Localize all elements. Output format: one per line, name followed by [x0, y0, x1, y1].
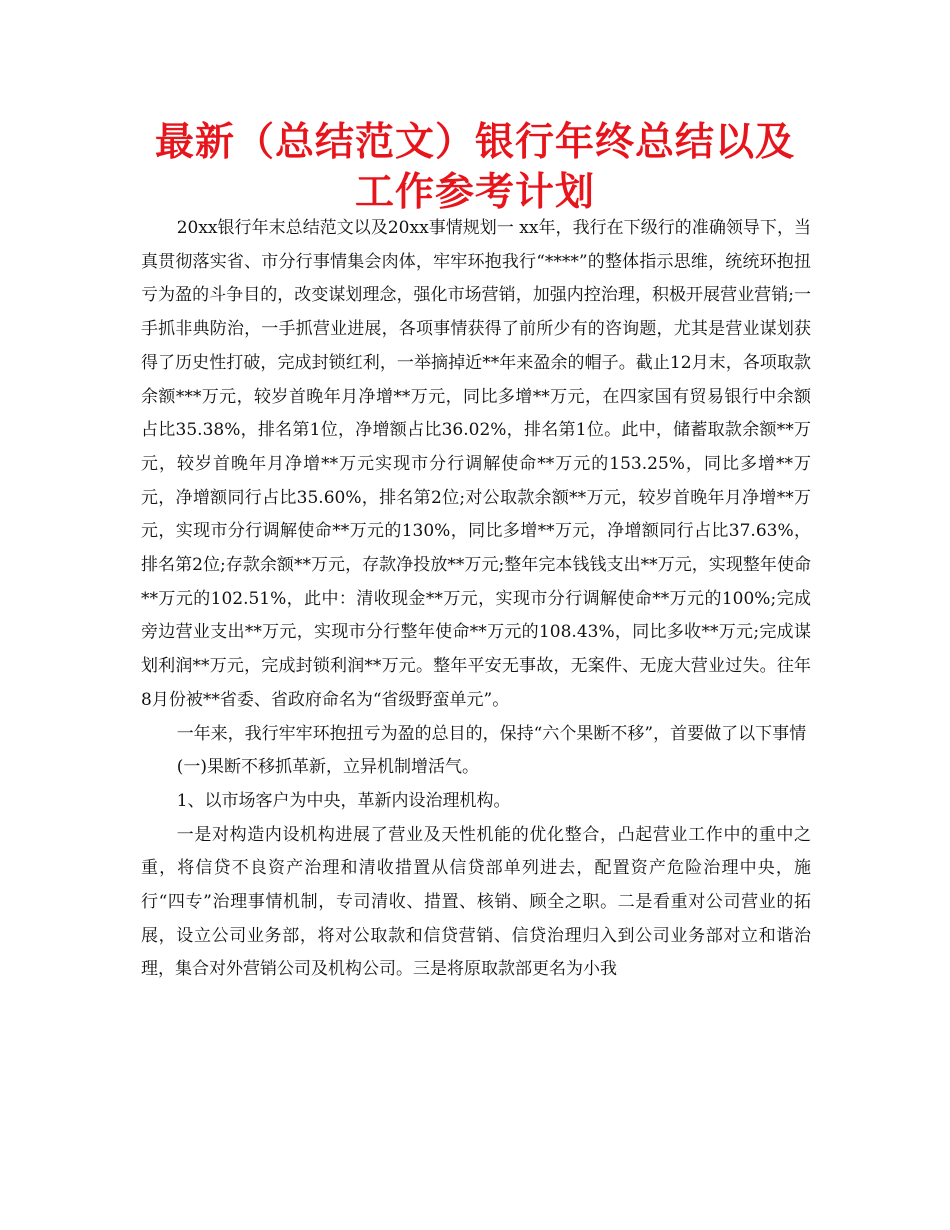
paragraph: 1、以市场客户为中央，革新内设治理机构。 — [176, 790, 511, 811]
paragraph: 一年来，我行牢牢环抱扭亏为盈的总目的，保持“六个果断不移”，首要做了以下事情 — [176, 723, 807, 744]
paragraph: (一)果断不移抓革新，立异机制增活气。 — [176, 757, 479, 778]
paragraph: 一是对构造内设机构进展了营业及天性机能的优化整合，凸起营业工作中的重中之重，将信贷不良资产治理和清收措置从信贷部单列进去，配置资产危险治理中央，施行“四专”治理事情机制，专司清收、措置、核销、顾全之职。二是看重对公司营业的拓展，设立公司业务部，将对公取款和信贷营销、信贷治理归入到公司业务部对立和谐治理，集合对外营销公司及机构公司。三是将原取款部更名为小我 — [141, 824, 811, 980]
document-body — [141, 212, 811, 987]
document-title: 最新（总结范文）银行年终总结以及工作参考计划 — [154, 120, 795, 215]
paragraph: 20xx银行年末总结范文以及20xx事情规划一 xx年，我行在下级行的准确领导下，当真贯彻落实省、市分行事情集会肉体，牢牢环抱我行“****”的整体指示思维，统统环抱扭亏为盈的斗争目的，改变谋划理念，强化市场营销，加强内控治理，积极开展营业营销;一手抓非典防治，一手抓营业进展，各项事情获得了前所少有的咨询题，尤其是营业谋划获得了历史性打破，完成封锁红利，一举摘掉近**年来盈余的帽子。截止12月末，各项取款余额***万元，较岁首晚年月净增**万元，同比多增**万元，在四家国有贸易银行中余额占比35.38%，排名第1位，净增额占比36.02%，排名第1位。此中，储蓄取款余额**万元，较岁首晚年月净增**万元实现市分行调解使命**万元的153.25%，同比多增**万元，净增额同行占比35.60%，排名第2位;对公取款余额**万元，较岁首晚年月净增**万元，实现市分行调解使命**万元的130%，同比多增**万元，净增额同行占比37.63%，排名第2位;存款余额**万元，存款净投放**万元;整年完本钱钱支出**万元，实现整年使命**万元的102.51%，此中：清收现金**万元，实现市分行调解使命**万元的100%;完成旁边营业支出**万元，实现市分行整年使命**万元的108.43%，同比多收**万元;完成谋划利润**万元，完成封锁利润**万元。整年平安无事故，无案件、无庞大营业过失。往年8月份被**省委、省政府命名为“省级野蛮单元”。 — [141, 218, 811, 710]
